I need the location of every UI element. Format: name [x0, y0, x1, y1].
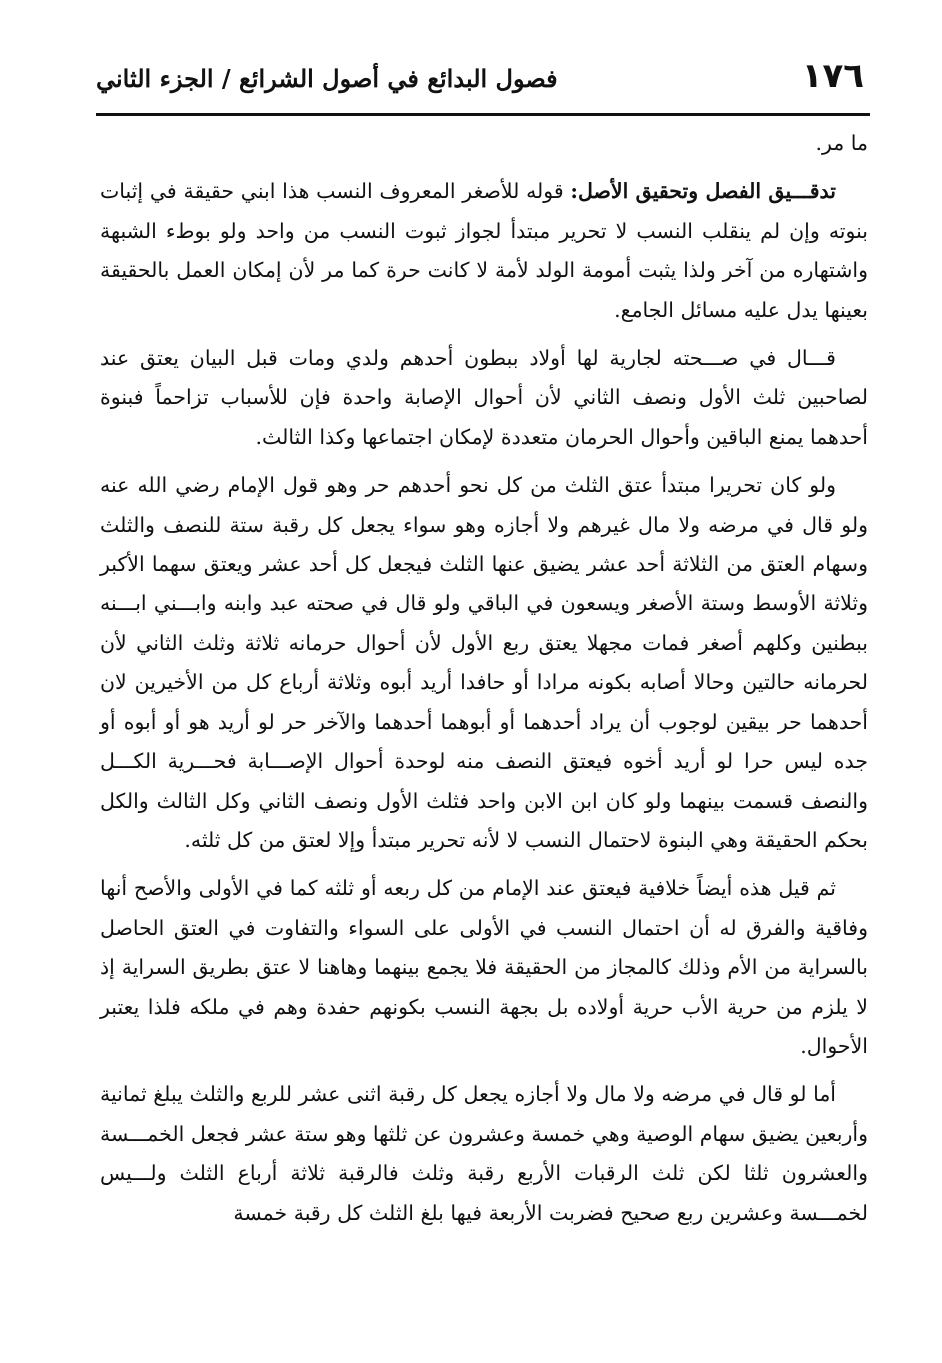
page-number: ١٧٦: [801, 56, 864, 96]
section-heading: تدقـــيق الفصل وتحقيق الأصل:: [570, 179, 836, 204]
paragraph-6: [100, 1075, 868, 1233]
paragraph-2-text: قوله للأصغر المعروف النسب هذا ابني حقيقة في إثبات بنوته وإن لم ينقلب النسب لا تحرير مبتدأ لجواز ثبوت النسب من واحد ولو بوطء الشبهة واشتهاره من آخر ولذا يثبت أمومة الولد لأمة لا كانت حرة كما مر لأن إمكان العمل بالحقيقة بعينها يدل عليه مسائل الجامع.: [100, 179, 868, 322]
paragraph-3: [100, 339, 868, 457]
paragraph-1: [100, 124, 868, 163]
page-header: [96, 52, 868, 112]
running-title: فصول البدائع في أصول الشرائع / الجزء الثاني: [96, 64, 558, 93]
paragraph-5: [100, 869, 868, 1066]
paragraph-6-text: أما لو قال في مرضه ولا مال ولا أجازه يجعل كل رقبة اثنى عشر للربع والثلث يبلغ ثمانية وأربعين يضيق سهام الوصية وهي خمسة وعشرون عن ثلثها وهو ستة عشر فجعل الخمـــسة والعشرون ثلثا لكن ثلث الرقبات الأربع رقبة وثلث فالرقبة ثلاثة أرباع الثلث ولـــيس لخمـــسة وعشرين ربع صحيح فضربت الأربعة فيها بلغ الثلث كل رقبة خمسة: [100, 1082, 868, 1225]
paragraph-1-text: ما مر.: [815, 131, 868, 155]
paragraph-5-text: ثم قيل هذه أيضاً خلافية فيعتق عند الإمام من كل ربعه أو ثلثه كما في الأولى والأصح أنها وفاقية والفرق له أن احتمال النسب في الأولى على السواء والتفاوت في العتق الحاصل بالسراية من الأم وذلك كالمجاز من الحقيقة فلا يجمع بينهما وهاهنا لا عتق بطريق السراية إذ لا يلزم من حرية الأب حرية أولاده بل بجهة النسب بكونهم حفدة وهم في ملكه فلذا يعتبر الأحوال.: [100, 876, 868, 1058]
header-rule: [96, 113, 870, 116]
paragraph-4: [100, 466, 868, 860]
body-text: [100, 124, 868, 1242]
paragraph-2: [100, 172, 868, 330]
paragraph-4-text: ولو كان تحريرا مبتدأ عتق الثلث من كل نحو أحدهم حر وهو قول الإمام رضي الله عنه ولو قال في مرضه ولا مال غيرهم ولا أجازه وهو سواء يجعل كل رقبة ستة للنصف والثلث وسهام العتق من الثلاثة أحد عشر يضيق عنها الثلث فيجعل كل أحد عشر ويعتق سهما الأكبر وثلاثة الأوسط وستة الأصغر ويسعون في الباقي ولو قال في صحته عبد وابنه وابـــني ابـــنه ببطنين وكلهم أصغر فمات مجهلا يعتق ربع الأول لأن أحوال حرمانه ثلاثة وثلث الثاني لأن لحرمانه حالتين وحالا أصابه بكونه مرادا أو حافدا أريد أبوه وثلاثة أرباع كل من الأخيرين لان أحدهما حر بيقين لوجوب أن يراد أحدهما أو أبوهما أحدهما والآخر حر لو أريد هو أو أبوه أو جده ليس حرا لو أريد أخوه فيعتق النصف منه لوحدة أحوال الإصـــابة فحـــرية الكـــل والنصف قسمت بينهما ولو كان ابن الابن واحد فثلث الأول ونصف الثاني وكل الثالث والكل بحكم الحقيقة وهي البنوة لاحتمال النسب لا لأنه تحرير مبتدأ وإلا لعتق من كل ثلثه.: [100, 473, 868, 852]
paragraph-3-text: قـــال في صـــحته لجارية لها أولاد ببطون أحدهم ولدي ومات قبل البيان يعتق عند لصاحبين ثلث الأول ونصف الثاني لأن أحوال الإصابة واحدة فإن للأسباب تزاحماً فبنوة أحدهما يمنع الباقين وأحوال الحرمان متعددة لإمكان اجتماعها وكذا الثالث.: [100, 346, 868, 449]
